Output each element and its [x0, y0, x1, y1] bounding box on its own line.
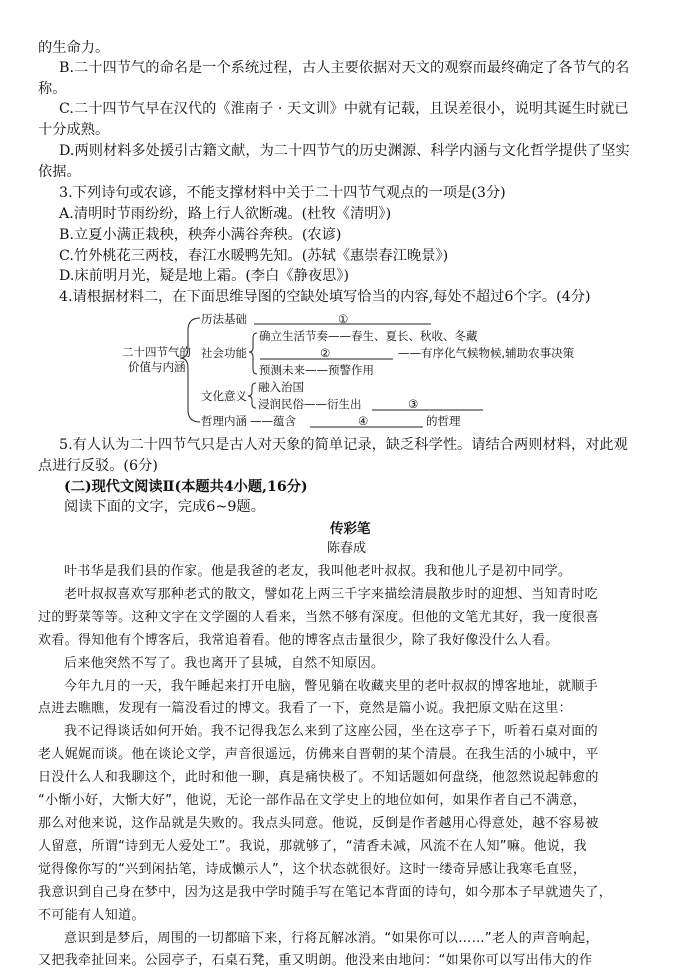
question-3-option-c: C.竹外桃花三两枝，春江水暖鸭先知。(苏轼《惠崇春江晚景》)	[59, 248, 449, 264]
question-3-option-b: B.立夏小满正栽秧，秧奔小满谷奔秧。(农谚)	[59, 227, 342, 243]
section-heading: (二)现代文阅读Ⅱ(本题共4小题,16分)	[64, 479, 308, 495]
story-author: 陈春成	[327, 541, 367, 556]
blank-3-marker: ③	[408, 397, 419, 411]
option-b-line: B.二十四节气的命名是一个系统过程，古人主要依据对天文的观察而最终确定了各节气的名	[59, 60, 630, 76]
cultural-meaning-item-2: 浸润民俗——衍生出	[258, 397, 362, 411]
quoted-paragraph: 那么对他来说，这作品就是失败的。我点头同意。他说，反倒是作者越用心得意处，越不容易被	[38, 816, 599, 831]
quoted-paragraph: 觉得像你写的“兴到闲拈笔，诗成懒示人”，这个状态就很好。这时一缕奇异感让我寒毛直竖，	[38, 862, 587, 877]
question-4: 4.请根据材料二，在下面思维导图的空缺处填写恰当的内容,每处不超过6个字。(4分)	[59, 289, 591, 305]
social-function-item-3: 预测未来——预警作用	[259, 363, 374, 377]
blank-4-marker: ④	[358, 414, 369, 428]
story-paragraph: 欢看。得知他有个博客后，我常追着看。他的博客点击量很少，除了我好像没什么人看。	[38, 633, 559, 648]
option-c-line: C.二十四节气早在汉代的《淮南子 · 天文训》中就有记载，且误差很小，说明其诞生时就已	[59, 101, 629, 117]
story-paragraph: 今年九月的一天，我午睡起来打开电脑，瞥见躺在收藏夹里的老叶叔叔的博客地址，就顺手	[64, 679, 599, 694]
branch-calendar-basis: 历法基础	[201, 312, 247, 326]
quoted-paragraph: 我意识到自己身在梦中，因为这是我中学时随手写在笔记本背面的诗句，如今那本子早就遗失了，	[38, 885, 613, 900]
option-d-line: D.两则材料多处援引古籍文献，为二十四节气的历史渊源、科学内涵与文化哲学提供了坚实	[59, 143, 630, 159]
social-function-item-1: 确立生活节奏——春生、夏长、秋收、冬藏	[259, 329, 478, 343]
question-3-option-a: A.清明时节雨纷纷，路上行人欲断魂。(杜牧《清明》)	[59, 206, 392, 222]
question-3-option-d: D.床前明月光，疑是地上霜。(李白《静夜思》)	[59, 268, 350, 284]
text-line: 称。	[38, 81, 67, 97]
mind-map-root-line2: 价值与内涵	[128, 360, 186, 374]
branch-2-brace	[249, 333, 257, 374]
story-paragraph: 叶书华是我们县的作家。他是我爸的老友，我叫他老叶叔叔。我和他儿子是初中同学。	[64, 564, 572, 579]
cultural-meaning-item-1: 融入治国	[258, 380, 304, 394]
philosophical-tail: 的哲理	[426, 414, 461, 428]
branch-cultural-meaning: 文化意义	[201, 389, 247, 403]
branch-philosophical: 哲理内涵	[201, 414, 247, 428]
instruction: 阅读下面的文字，完成6~9题。	[64, 499, 265, 515]
story-paragraph: 过的野菜等等。这种文字在文学圈的人看来，当然不够有深度。但他的文笔尤其好，我一度很喜	[38, 610, 599, 625]
social-function-item-2: ——有序化气候物候,辅助农事决策	[398, 346, 575, 360]
quoted-paragraph: 意识到是梦后，周围的一切都暗下来，行将瓦解冰消。“如果你可以……”老人的声音响起，	[64, 931, 599, 946]
text-line: 依据。	[38, 164, 81, 180]
quoted-paragraph: 不可能有人知道。	[38, 908, 145, 923]
branch-social-function: 社会功能	[201, 346, 247, 360]
story-paragraph: 老叶叔叔喜欢写那种老式的散文，譬如花上两三千字来描绘清晨散步时的迎想、当知青时吃	[64, 587, 599, 602]
story-title: 传彩笔	[330, 521, 371, 537]
question-5-cont: 点进行反驳。(6分)	[38, 458, 158, 474]
story-paragraph: 点进去瞧瞧，发现有一篇没看过的博文。我看了一下，竟然是篇小说。我把原文贴在这里：	[38, 701, 573, 716]
quoted-paragraph: 又把我牵扯回来。公园亭子，石桌石凳，重又明朗。他没来由地问：“如果你可以写出伟大的作	[38, 953, 593, 968]
quoted-paragraph: 老人娓娓而谈。他在谈论文学，声音很遥远，仿佛来自晋朝的某个清晨。在我生活的小城中，平	[38, 747, 599, 762]
text-line: 十分成熟。	[38, 122, 110, 138]
quoted-paragraph: “小惭小好，大惭大好”，他说，无论一部作品在文学史上的地位如何，如果作者自己不满意，	[38, 793, 587, 808]
question-3: 3.下列诗句或农谚，不能支撑材料中关于二十四节气观点的一项是(3分)	[59, 185, 506, 201]
blank-2-marker: ②	[320, 346, 331, 360]
story-paragraph: 后来他突然不写了。我也离开了县城，自然不知原因。	[64, 656, 385, 671]
branch-3-brace	[248, 383, 256, 408]
quoted-paragraph: 日没什么人和我聊这个，此时和他一聊，真是痛快极了。不知话题如何盘绕，他忽然说起韩愈的	[38, 770, 599, 785]
blank-1-marker: ①	[338, 312, 349, 326]
quoted-paragraph: 我不记得谈话如何开始。我不记得我怎么来到了这座公园，坐在这亭子下，听着石桌对面的	[64, 724, 599, 739]
philosophical-item: ——蕴含	[250, 414, 296, 428]
quoted-paragraph: 人留意，所谓“诗到无人爱处工”。我说，那就够了，“清香未减，风流不在人知”嘛。他说，我	[38, 839, 587, 854]
text-line: 的生命力。	[38, 40, 110, 56]
question-5: 5.有人认为二十四节气只是古人对天象的简单记录，缺乏科学性。请结合两则材料，对此观	[59, 437, 628, 453]
mind-map-root-line1: 二十四节气的	[122, 345, 191, 359]
